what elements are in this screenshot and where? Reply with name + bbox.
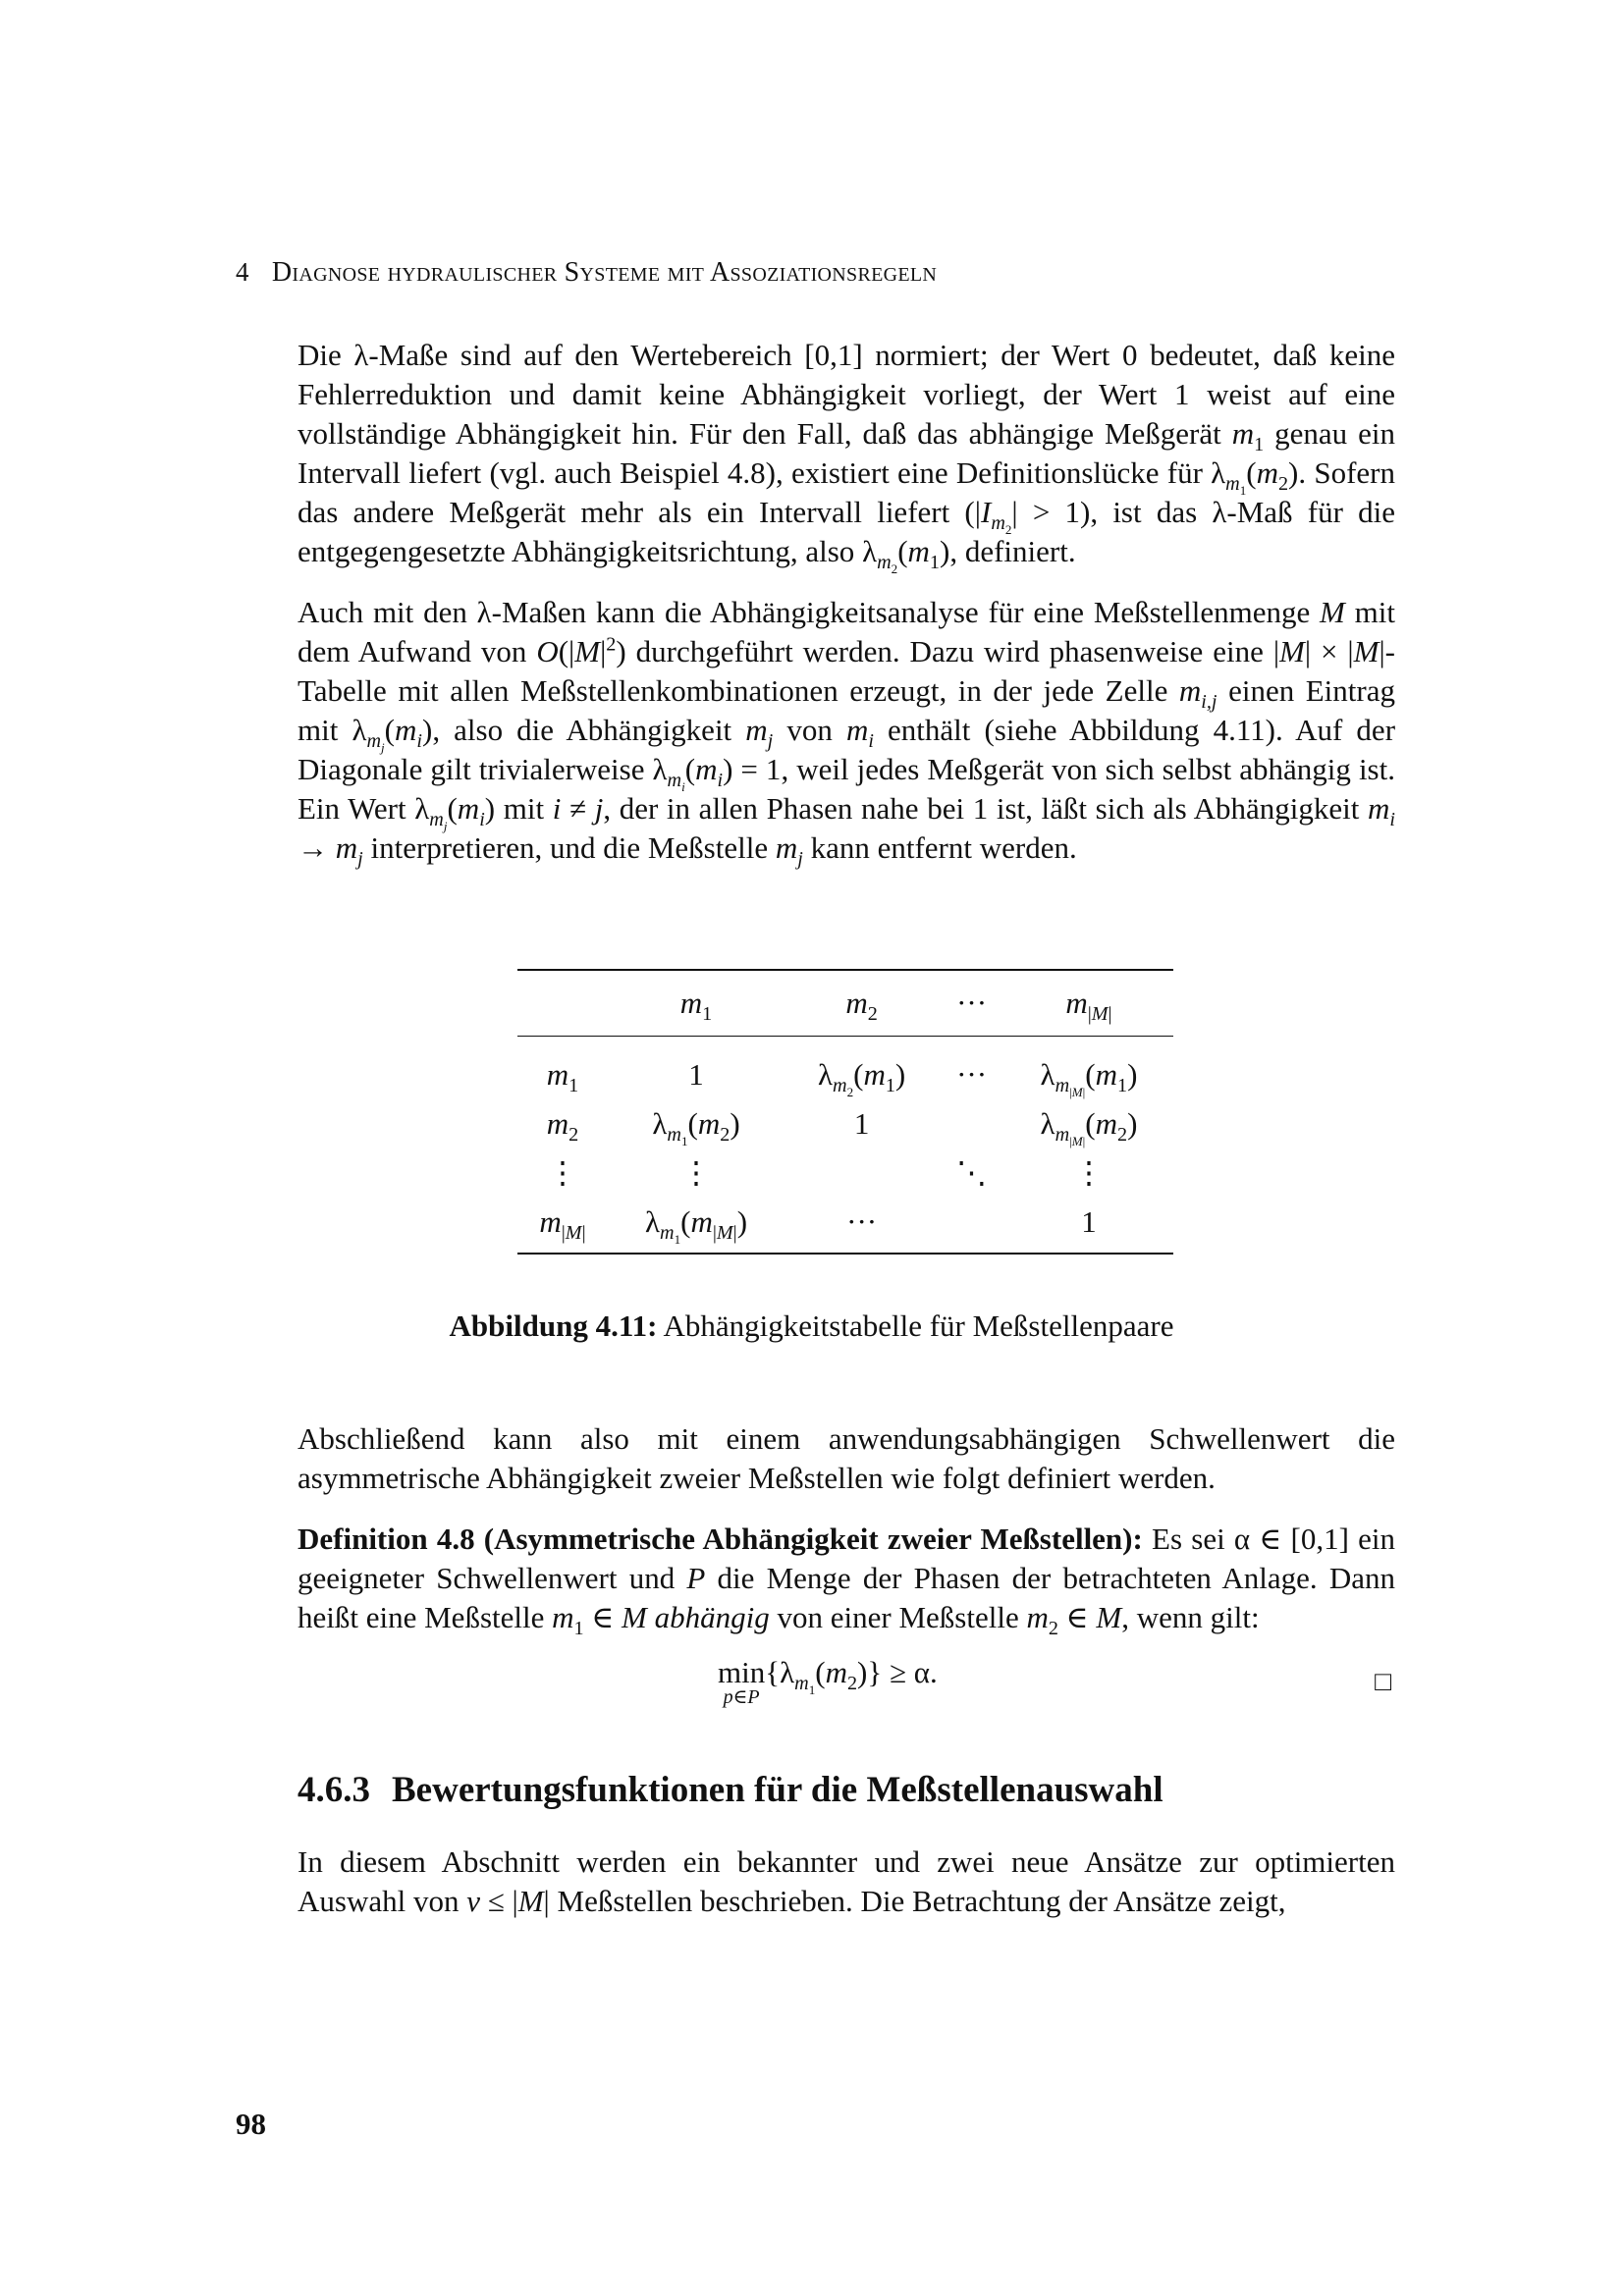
- paragraph-3: Abschließend kann also mit einem anwendungsabhängigen Schwellenwert die asymmetrische Abhängigkeit zweier Meßstellen wie folgt definiert werden.: [298, 1421, 1395, 1495]
- row-header: ⋮: [547, 1155, 578, 1190]
- section-title: Bewertungsfunktionen für die Meßstellenauswahl: [392, 1770, 1163, 1810]
- table-cell: [939, 1099, 1004, 1148]
- text-block-bottom: [298, 1419, 1395, 1943]
- table-cell: $\lambda_{m_{|M|}}(m_1)$: [1040, 1056, 1138, 1100]
- figure-caption: [0, 1308, 1623, 1344]
- running-head: [236, 257, 937, 289]
- section-number: 4.6.3: [298, 1770, 370, 1810]
- table-cell: ⋮: [1073, 1155, 1105, 1190]
- table-cell: 1: [1081, 1204, 1097, 1239]
- page-number: 98: [236, 2107, 266, 2141]
- paragraph-4: In diesem Abschnitt werden ein bekannter und zwei neue Ansätze zur optimierten Auswahl von v ≤ |M| Meßstellen beschrieben. Die Betrachtung der Ansätze zeigt,: [298, 1844, 1395, 1918]
- paragraph-2: Auch mit den λ-Maßen kann die Abhängigkeitsanalyse für eine Meßstellenmenge M mit dem Aufwand von $O(|M|^2)$ durchgeführt werden. Dazu wird phasenweise eine |M| × |M|-Tabelle mit allen Meßstellenkombinationen erzeugt, in der jede Zelle $m_{i,j}$ einen Eintrag mit $\lambda_{m_j}(m_i)$, also die Abhängigkeit $m_j$ von $m_i$ enthält (siehe Abbildung 4.11). Auf der Diagonale gilt trivialerweise $\lambda_{m_i}(m_i) = 1$, weil jedes Meßgerät von sich selbst abhängig ist. Ein Wert $\lambda_{m_j}(m_i)$ mit i ≠ j, der in allen Phasen nahe bei 1 ist, läßt sich als Abhängigkeit $m_i \to m_j$ interpretieren, und die Meßstelle $m_j$ kann entfernt werden.: [298, 595, 1396, 871]
- table-header-row: [517, 970, 1173, 1037]
- table-cell: [939, 1198, 1004, 1254]
- row-header: $m_{|M|}$: [539, 1204, 586, 1245]
- caption-text: Abhängigkeitstabelle für Meßstellenpaare: [663, 1308, 1174, 1343]
- definition-title: Definition 4.8 (Asymmetrische Abhängigkeit zweier Meßstellen):: [298, 1522, 1143, 1556]
- table-cell: ⋱: [956, 1155, 988, 1190]
- table-cell: 1: [853, 1106, 870, 1141]
- table-cell: ⋮: [680, 1155, 712, 1190]
- table-cell: ···: [846, 1204, 878, 1239]
- table-cell: 1: [688, 1057, 704, 1092]
- caption-label: Abbildung 4.11:: [449, 1308, 658, 1343]
- table-cell: $\lambda_{m_1}(m_2)$: [652, 1105, 740, 1149]
- table-cell: $\lambda_{m_{|M|}}(m_2)$: [1040, 1105, 1138, 1149]
- table-cell: ···: [956, 1057, 988, 1092]
- row-header: $m_2$: [546, 1106, 579, 1147]
- paragraph-1: Die λ-Maße sind auf den Wertebereich [0,1] normiert; der Wert 0 bedeutet, daß keine Fehlerreduktion und damit keine Abhängigkeit vorliegt, der Wert 1 weist auf eine vollständige Abhängigkeit hin. Für den Fall, daß das abhängige Meßgerät $m_1$ genau ein Intervall liefert (vgl. auch Beispiel 4.8), existiert eine Definitionslücke für $\lambda_{m_1}(m_2)$. Sofern das andere Meßgerät mehr als ein Intervall liefert $(|I_{m_2}| > 1)$, ist das λ-Maß für die entgegengesetzte Abhängigkeitsrichtung, also $\lambda_{m_2}(m_1)$, definiert.: [298, 338, 1396, 577]
- text-block-top: [298, 336, 1395, 889]
- chapter-number: 4: [236, 257, 249, 287]
- table-cell: $\lambda_{m_1}(m_{|M|})$: [644, 1203, 748, 1248]
- table-corner: [517, 970, 608, 1037]
- table-row: [517, 1099, 1173, 1148]
- table-row: [517, 1198, 1173, 1254]
- table-cell: [784, 1148, 939, 1198]
- table-row: [517, 1037, 1173, 1100]
- row-header: $m_1$: [546, 1057, 579, 1097]
- formula: min p∈P $\{\lambda_{m_1}(m_2)\} \ge \alpha$.: [718, 1655, 938, 1708]
- column-header: $m_2$: [845, 986, 878, 1026]
- definition-formula: [298, 1655, 1395, 1730]
- section-heading: [298, 1769, 1395, 1811]
- table-row: [517, 1148, 1173, 1198]
- definition: Definition 4.8 (Asymmetrische Abhängigkeit zweier Meßstellen): Es sei α ∈ [0,1] ein geeigneter Schwellenwert und P die Menge der Phasen der betrachteten Anlage. Dann heißt eine Meßstelle $m_1$ ∈ M abhängig von einer Meßstelle $m_2$ ∈ M, wenn gilt:: [298, 1522, 1396, 1640]
- dependency-table: [517, 969, 1173, 1255]
- chapter-title: Diagnose hydraulischer Systeme mit Assoziationsregeln: [271, 257, 938, 288]
- table-cell: $\lambda_{m_2}(m_1)$: [818, 1056, 906, 1100]
- column-header: $m_1$: [679, 986, 713, 1026]
- column-header: $m_{|M|}$: [1065, 986, 1112, 1026]
- column-header: ···: [956, 986, 988, 1020]
- qed-symbol: □: [1375, 1667, 1391, 1697]
